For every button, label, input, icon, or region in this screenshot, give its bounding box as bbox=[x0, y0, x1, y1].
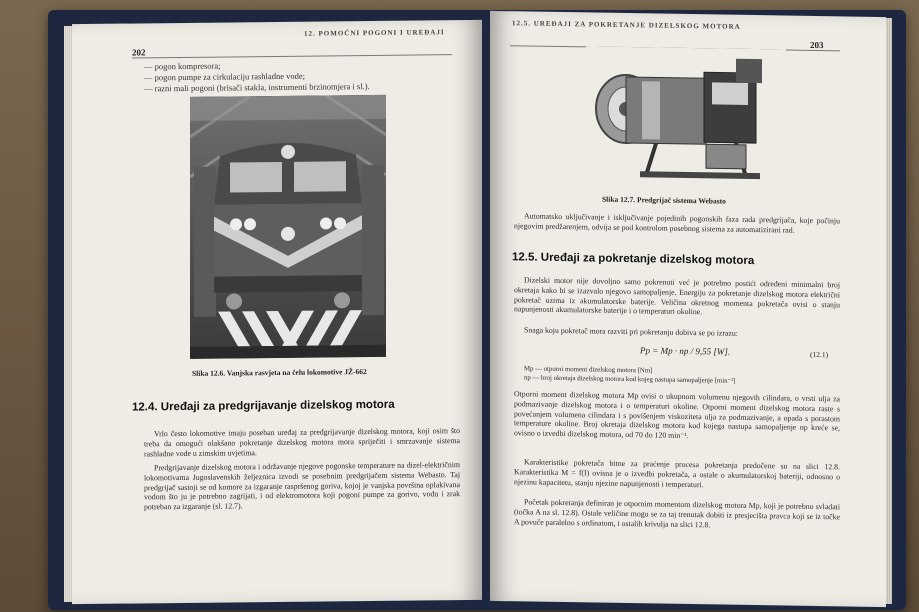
paragraph: Karakteristike pokretača bitne za praćenje procesa pokretanja predočene su na slici 12.8. Karakteristika M = f(I) ovisna je o izvedbi pokretača, a ostale o akumulatorskoj bateriji, odnosno o njezinu kapacitetu, stanju njezine napunjenosti i temperaturi. bbox=[514, 457, 840, 489]
section-title: 12.5. Uređaji za pokretanje dizelskog motora bbox=[512, 251, 755, 268]
paragraph: Predgrijavanje dizelskog motora i održavanje njegove pogonske temperature na dizel-električnim lokomotivama Jugoslavenskih željeznica izvodi se posebnim predgrijačem sistema Webasto. Taj predgrijač sastoji se od komore za izgaranje raspršenog goriva, kojoj je vanjska površina oplakivana vodom što ju je potrebno zagrijati, i od elektromotora koji pogoni pumpe za gorivo, vodu i zrak potreban za izgaranje (sl. 12.7). bbox=[144, 460, 460, 512]
paragraph: Vrlo često lokomotive imaju poseban uređaj za predgrijavanje dizelskog motora, koji osim što treba da omogući olakšano pokretanje dizelskog motora mora spriječiti i smrzavanje sistema rashladne vode u zimskim uvjetima. bbox=[144, 426, 460, 458]
bullet-item: — razni mali pogoni (brisači stakla, instrumenti brzinomjera i sl.). bbox=[144, 81, 370, 94]
section-title: 12.4. Uređaji za predgrijavanje dizelskog motora bbox=[132, 398, 395, 414]
running-header: 12.5. UREĐAJI ZA POKRETANJE DIZELSKOG MOTORA bbox=[512, 19, 741, 31]
paragraph: Snaga koju pokretač mora razviti pri pokretanju dobiva se po izrazu: bbox=[524, 325, 738, 338]
webasto-heater-photo bbox=[586, 46, 786, 189]
equation-number: (12.1) bbox=[810, 349, 829, 360]
equation-legend: np — broj okretaja dizelskog motora kod kojeg nastupa samopaljenje [min⁻¹] bbox=[524, 374, 736, 385]
paragraph: Dizelski motor nije dovoljno samo pokrenuti već je potrebno postići određeni minimalni broj okretaja kako bi se izazvalo njegovo samopaljenje. Energiju za pokretanje dizelskog motora električni pokretač uzima iz akumulatorske baterije. Veličina okretnog momenta pokretača ovisi o stanju napunjenosti akumulatorske baterije i o temperaturi okoline. bbox=[514, 275, 840, 317]
equation-legend: Mp — otporni moment dizelskog motora [Nm] bbox=[524, 365, 653, 375]
running-header: 12. POMOĆNI POGONI I UREĐAJI bbox=[304, 28, 445, 38]
header-rule bbox=[132, 54, 452, 58]
bullet-item: — pogon kompresora; bbox=[144, 60, 221, 72]
right-page bbox=[490, 11, 886, 607]
paragraph: Automatsko uključivanje i isključivanje pojedinih pogonskih faza rada predgrijača, koje počinju njegovim predžarenjem, odvija se pod kontrolom posebnog sistema za automatizirani rad. bbox=[514, 211, 840, 235]
equation: Pp = Mp · np / 9,55 [W]. bbox=[640, 345, 731, 357]
paragraph: Otporni moment dizelskog motora Mp ovisi o ukupnom volumenu njegovih cilindara, o vrsti ulja za podmazivanje dizelskog motora i o temperaturi okoline. Otporni moment dizelskog motora raste s povećanjem volumena cilindara i s povišenjem viskoziteta ulja za podmazivanje, a opada s porastom temperature okoline. Broj okretaja dizelskog motora kod kojega nastupa samopaljenje np kreće se, ovisno o izvedbi dizelskog motora, od 70 do 120 min⁻¹. bbox=[514, 389, 840, 441]
locomotive-photo bbox=[190, 95, 386, 359]
figure-caption: Slika 12.7. Predgrijač sistema Webasto bbox=[602, 194, 726, 206]
bullet-item: — pogon pumpe za cirkulaciju rashladne vode; bbox=[144, 70, 305, 83]
page-number: 202 bbox=[132, 47, 146, 58]
left-page bbox=[72, 20, 482, 604]
paragraph: Početak pokretanja definiran je otpornim momentom dizelskog motora Mp, koji je potrebno svladati (točka A na sl. 12.8). Ostale veličine mogu se za taj trenutak dobiti iz presjecišta pravca koji se iz točke A povuče paralelno s ordinatom, i ostalih krivulja na slici 12.8. bbox=[514, 497, 840, 529]
figure-caption: Slika 12.6. Vanjska rasvjeta na čelu lokomotive JŽ-662 bbox=[192, 367, 367, 378]
page-number: 203 bbox=[810, 39, 824, 51]
